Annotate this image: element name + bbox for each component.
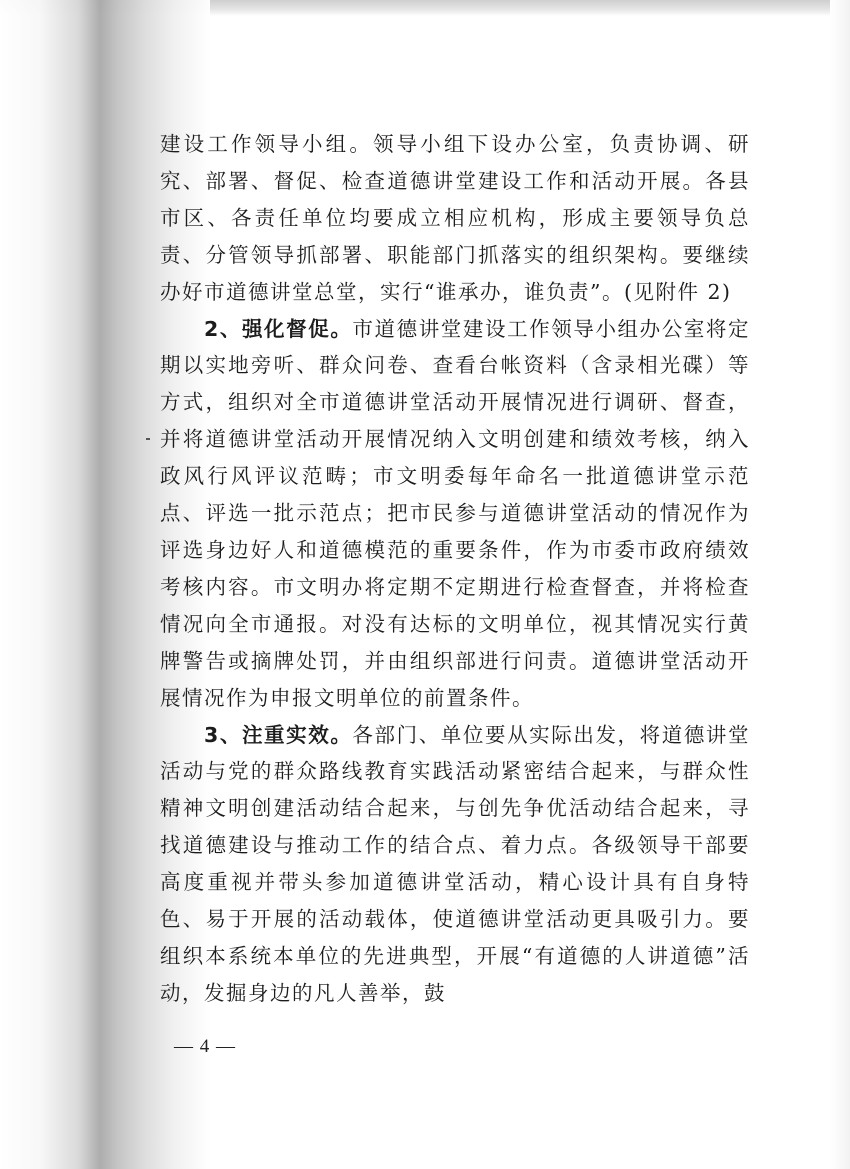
paragraph-3 [160,717,750,1012]
paragraph-2-heading: 2、强化督促。 [204,316,353,341]
paragraph-3-heading: 3、注重实效。 [204,722,353,747]
page-number: — 4 — [174,1036,236,1057]
document-body [160,126,750,1012]
paragraph-3-text: 各部门、单位要从实际出发，将道德讲堂活动与党的群众路线教育实践活动紧密结合起来，与群众性精神文明创建活动结合起来，与创先争优活动结合起来，寻找道德建设与推动工作的结合点、着力点。各级领导干部要高度重视并带头参加道德讲堂活动，精心设计具有自身特色、易于开展的活动载体，使道德讲堂活动更具吸引力。要组织本系统本单位的先进典型，开展“有道德的人讲道德”活动，发掘身边的凡人善举，鼓 [160,722,751,1005]
paragraph-2-text: 市道德讲堂建设工作领导小组办公室将定期以实地旁听、群众问卷、查看台帐资料（含录相光碟）等方式，组织对全市道德讲堂活动开展情况进行调研、督查，并将道德讲堂活动开展情况纳入文明创建和绩效考核，纳入政风行风评议范畴；市文明委每年命名一批道德讲堂示范点、评选一批示范点；把市民参与道德讲堂活动的情况作为评选身边好人和道德模范的重要条件，作为市委市政府绩效考核内容。市文明办将定期不定期进行检查督查，并将检查情况向全市通报。对没有达标的文明单位，视其情况实行黄牌警告或摘牌处罚，并由组织部进行问责。道德讲堂活动开展情况作为申报文明单位的前置条件。 [160,316,751,710]
paragraph-2 [160,311,750,717]
scan-speck [146,438,150,440]
paragraph-1: 建设工作领导小组。领导小组下设办公室，负责协调、研究、部署、督促、检查道德讲堂建设工作和活动开展。各县市区、各责任单位均要成立相应机构，形成主要领导负总责、分管领导抓部署、职能部门抓落实的组织架构。要继续办好市道德讲堂总堂，实行“谁承办，谁负责”。(见附件 2) [160,132,750,304]
paper-right-edge [830,0,850,1169]
